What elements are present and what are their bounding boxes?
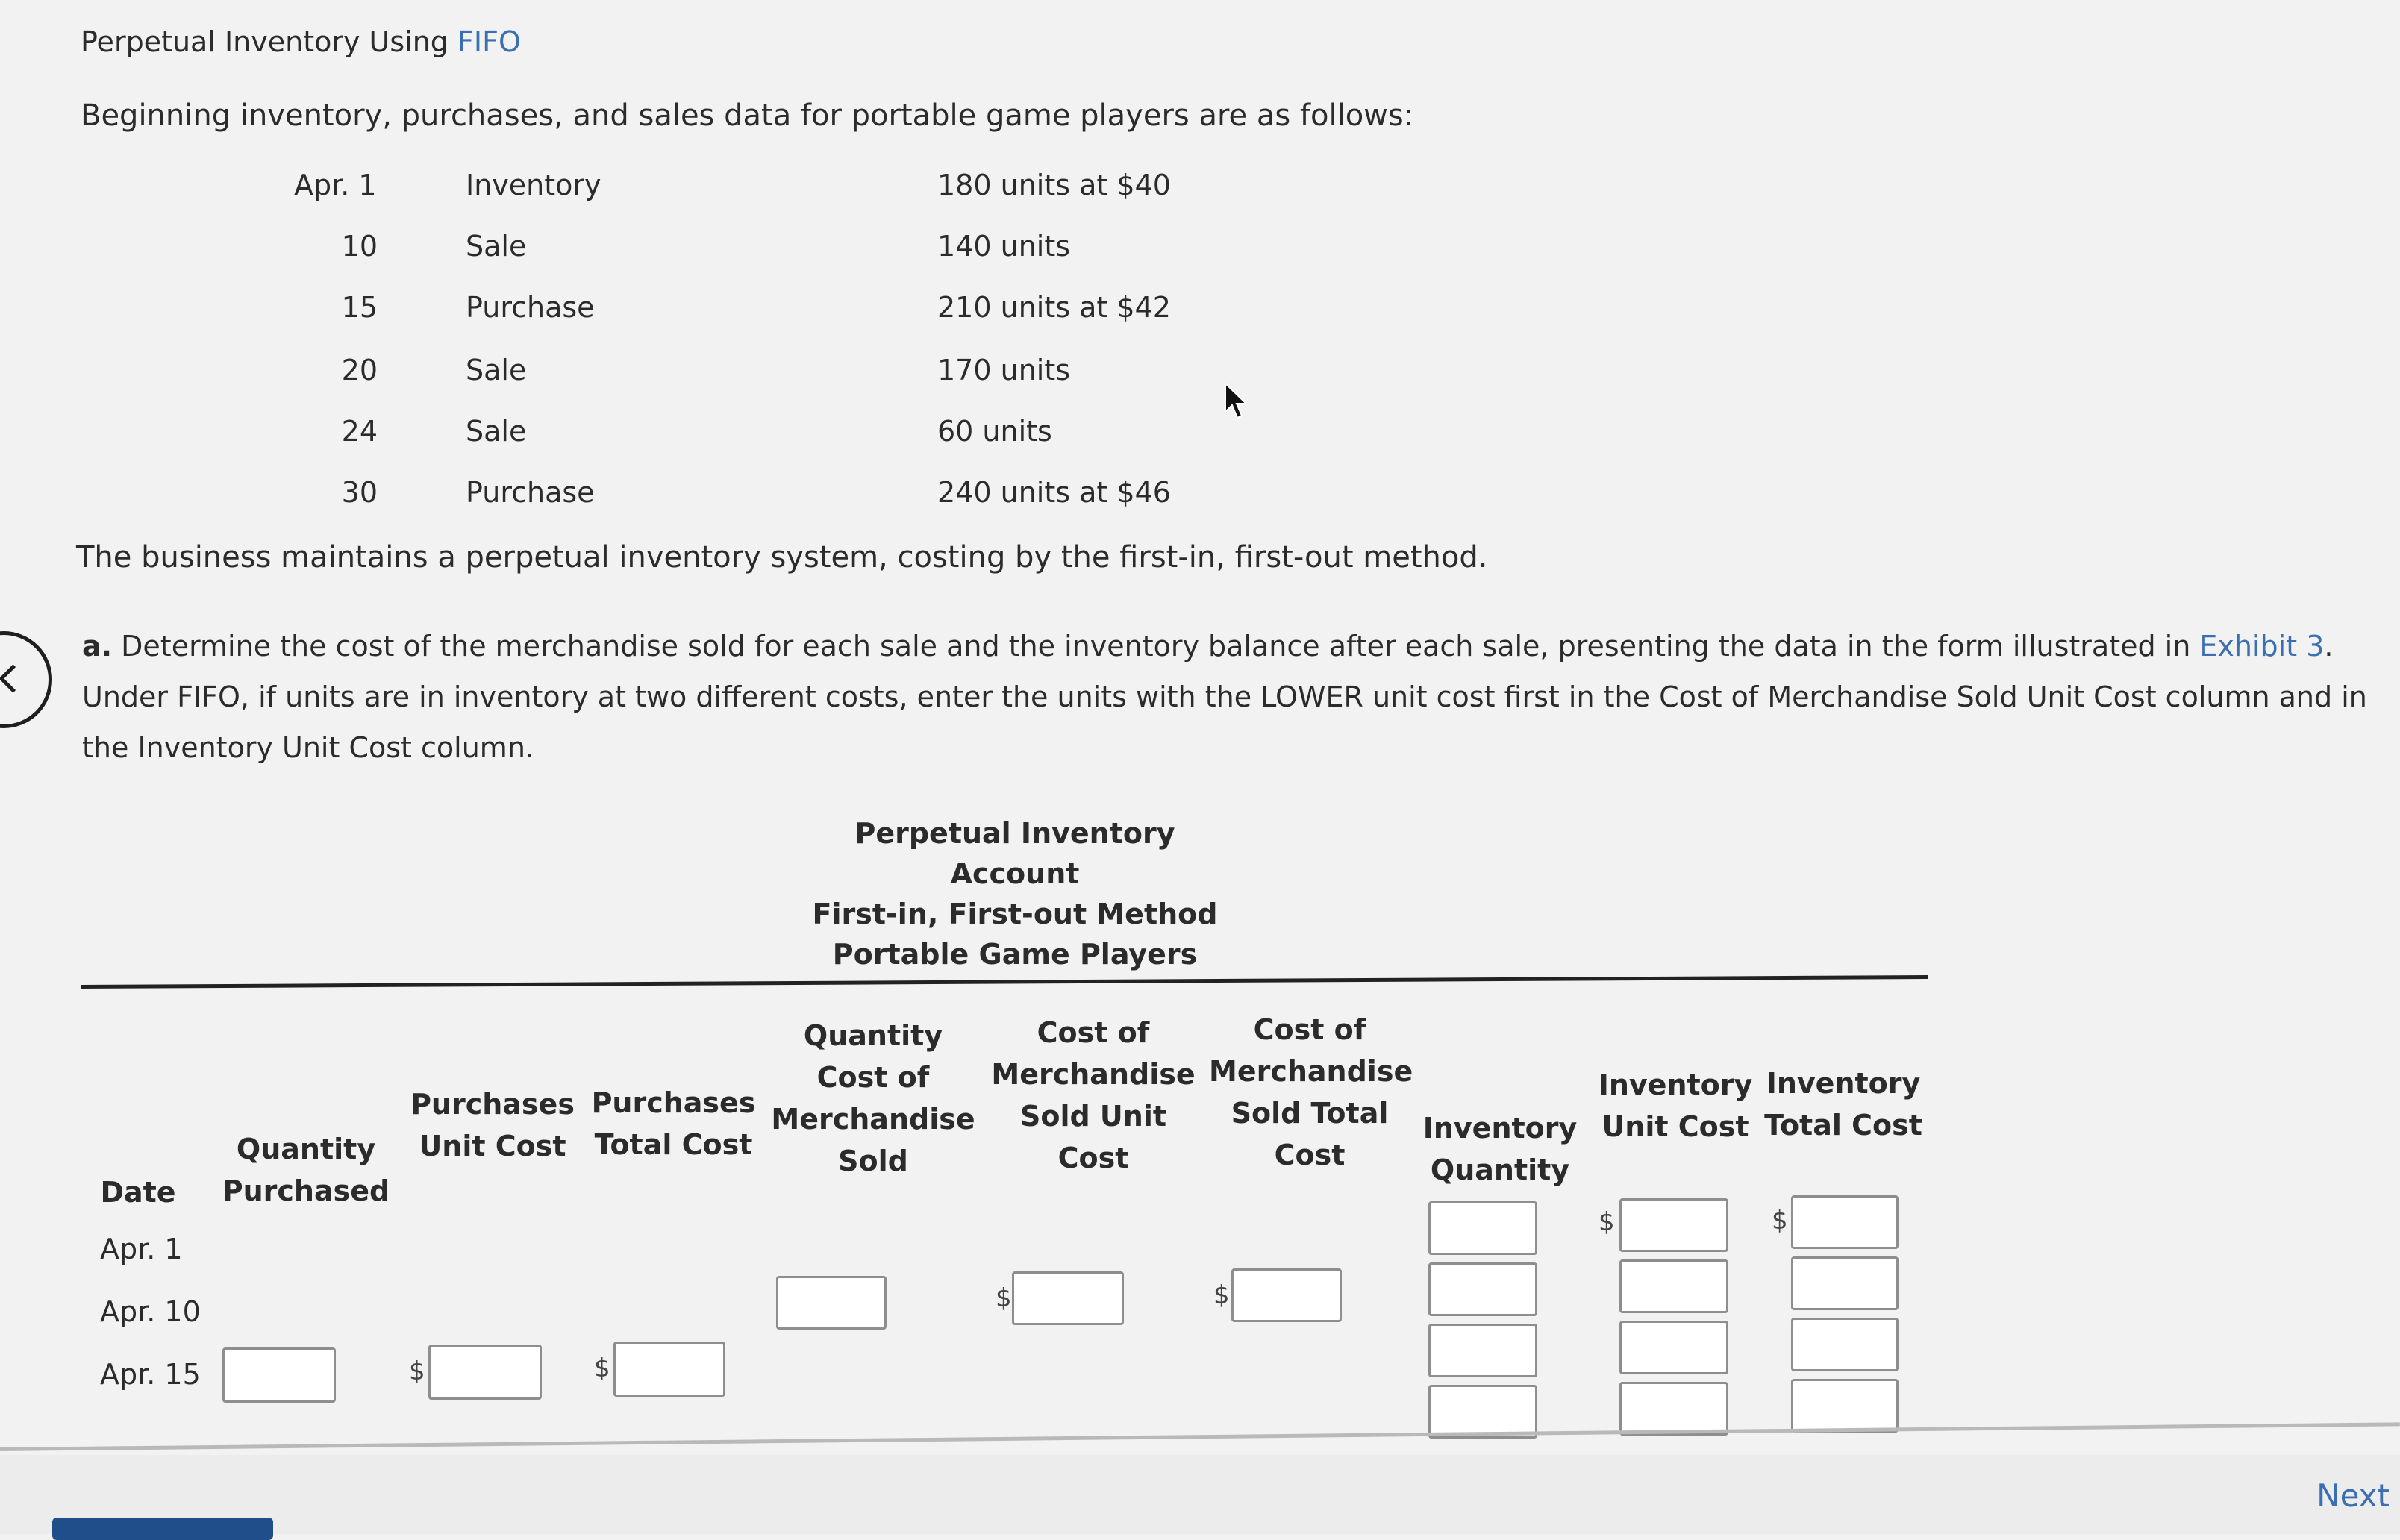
transaction-type: Inventory (466, 169, 601, 201)
exhibit-link[interactable]: Exhibit 3 (2199, 630, 2325, 663)
transaction-date: 10 (341, 230, 378, 263)
title-prefix: Perpetual Inventory Using (81, 25, 449, 58)
mouse-cursor-icon (1224, 382, 1249, 421)
intro-text: Beginning inventory, purchases, and sales data for portable game players are as follows: (81, 98, 1414, 133)
col-header-inventory-total-cost: Inventory Total Cost (1764, 1067, 1922, 1142)
inventory-total-cost-input[interactable] (1791, 1256, 1899, 1310)
quantity-cost-sold-input[interactable] (776, 1276, 887, 1330)
next-button[interactable]: Next (2316, 1477, 2390, 1514)
page-title (81, 25, 521, 58)
transaction-type: Purchase (466, 291, 595, 324)
account-title (791, 813, 1239, 974)
inventory-quantity-input[interactable] (1428, 1201, 1537, 1255)
transaction-detail: 180 units at $40 (937, 169, 1171, 201)
transaction-detail: 240 units at $46 (937, 476, 1171, 509)
check-work-button[interactable] (52, 1518, 273, 1540)
transaction-date: 30 (341, 476, 378, 509)
transaction-date: 20 (341, 354, 378, 386)
part-a-instructions (82, 621, 2400, 773)
inventory-unit-cost-input[interactable] (1619, 1321, 1728, 1374)
transaction-detail: 210 units at $42 (937, 291, 1171, 324)
cms-unit-cost-input[interactable] (1012, 1271, 1124, 1325)
currency-symbol: $ (996, 1283, 1012, 1313)
col-header-purchases-total-cost: Purchases Total Cost (591, 1086, 756, 1161)
part-a-text-cont: . Under FIFO, if units are in inventory at two different costs, enter the units with the LOWER unit cost first in the Cost of Merchandise Sold Unit Cost column and in the Inventory Unit Cost column. (82, 630, 2367, 764)
col-header-cms-total-cost: Cost of Merchandise Sold Total Cost (1209, 1013, 1413, 1171)
currency-symbol: $ (1213, 1280, 1230, 1310)
footer-divider (0, 1422, 2400, 1451)
part-a-label: a. (82, 630, 113, 663)
col-header-inventory-unit-cost: Inventory Unit Cost (1598, 1068, 1753, 1143)
table-top-rule (81, 975, 1928, 989)
account-line-3: Portable Game Players (832, 938, 1198, 971)
transaction-type: Sale (466, 415, 527, 448)
currency-symbol: $ (409, 1356, 425, 1386)
row-date-apr-15: Apr. 15 (100, 1358, 201, 1391)
col-header-date: Date (100, 1176, 176, 1209)
title-method: FIFO (457, 25, 521, 58)
purchases-unit-cost-input[interactable] (428, 1345, 542, 1400)
col-header-qty-cost-sold: Quantity Cost of Merchandise Sold (771, 1019, 975, 1177)
currency-symbol: $ (1599, 1207, 1615, 1237)
part-a-text: Determine the cost of the merchandise sold for each sale and the inventory balance after each sale, presenting the data in the form illustrated in (121, 630, 2191, 663)
currency-symbol: $ (1772, 1206, 1788, 1236)
transaction-detail: 60 units (937, 415, 1052, 448)
transaction-date: Apr. 1 (294, 169, 377, 201)
transaction-type: Sale (466, 230, 527, 263)
transaction-detail: 140 units (937, 230, 1071, 263)
transaction-detail: 170 units (937, 354, 1071, 386)
col-header-inventory-quantity: Inventory Quantity (1422, 1112, 1578, 1186)
col-header-cms-unit-cost: Cost of Merchandise Sold Unit Cost (991, 1016, 1196, 1174)
inventory-unit-cost-input[interactable] (1619, 1382, 1728, 1436)
inventory-total-cost-input[interactable] (1791, 1318, 1899, 1371)
method-summary: The business maintains a perpetual inventory system, costing by the first-in, first-out method. (76, 540, 1488, 575)
footer-bar (0, 1455, 2400, 1534)
col-header-purchases-unit-cost: Purchases Unit Cost (410, 1088, 575, 1162)
quantity-purchased-input[interactable] (222, 1348, 336, 1403)
inventory-quantity-input[interactable] (1428, 1262, 1537, 1316)
transaction-type: Purchase (466, 476, 595, 509)
transaction-date: 15 (341, 291, 378, 324)
col-header-qty-purchased: Quantity Purchased (222, 1133, 390, 1207)
inventory-unit-cost-input[interactable] (1619, 1198, 1728, 1252)
row-date-apr-10: Apr. 10 (100, 1295, 201, 1328)
account-line-1: Perpetual Inventory Account (854, 817, 1175, 890)
currency-symbol: $ (594, 1353, 610, 1383)
transaction-date: 24 (341, 415, 378, 448)
row-date-apr-1: Apr. 1 (100, 1233, 183, 1265)
inventory-quantity-input[interactable] (1428, 1324, 1537, 1377)
transaction-type: Sale (466, 354, 527, 386)
inventory-total-cost-input[interactable] (1791, 1195, 1899, 1249)
inventory-quantity-input[interactable] (1428, 1385, 1537, 1439)
purchases-total-cost-input[interactable] (613, 1342, 725, 1397)
inventory-unit-cost-input[interactable] (1619, 1259, 1728, 1313)
inventory-total-cost-input[interactable] (1791, 1379, 1899, 1433)
cms-total-cost-input[interactable] (1231, 1268, 1342, 1322)
account-line-2: First-in, First-out Method (812, 898, 1218, 930)
